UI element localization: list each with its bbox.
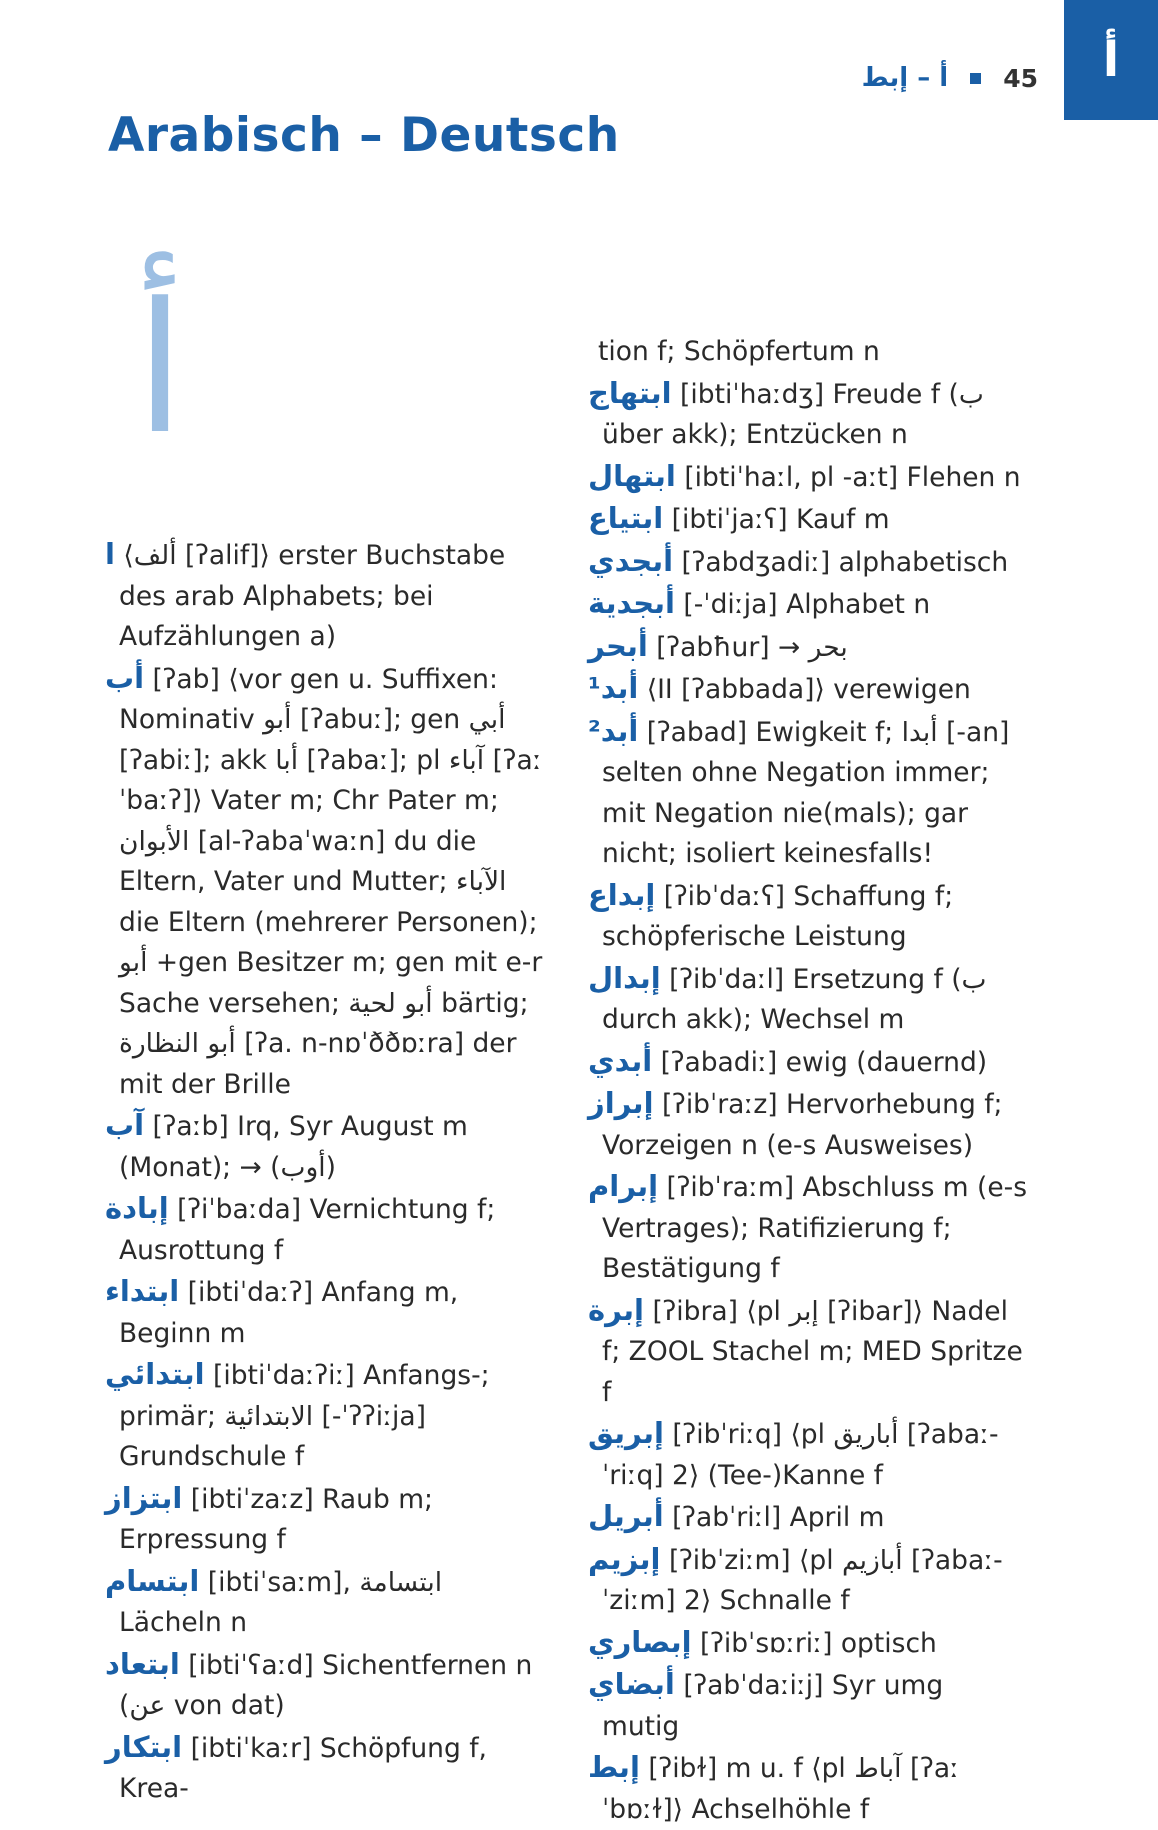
entry-headword: إبرام [588, 1169, 659, 1203]
entry-text: [ʔibˈziːm] ⟨pl أبازيم [ʔabaː-ˈziːm] 2⟩ Schnalle f [602, 1544, 1003, 1616]
entry-text: [ʔaːb] Irq, Syr August m (Monat); → (أوب) [119, 1111, 468, 1183]
entry-headword: أبحر [588, 628, 648, 663]
dictionary-entry [588, 1083, 1028, 1166]
entry-text: [ibtiˈjaːʕ] Kauf m [671, 504, 890, 535]
dictionary-entry [105, 1188, 550, 1271]
right-column [588, 332, 1028, 1830]
entry-headword: ¹أبد [588, 671, 639, 705]
tab-letter: أ [1102, 32, 1120, 88]
dictionary-entry [588, 456, 1028, 499]
entry-text: [ʔabˈriːl] April m [672, 1502, 885, 1533]
page-number: 45 [1003, 63, 1038, 93]
dictionary-entry [588, 626, 1028, 669]
entry-text: ⟨II [ʔabbada]⟩ verewigen [646, 674, 971, 705]
section-tab [1064, 0, 1158, 120]
page-title: Arabisch – Deutsch [108, 108, 620, 163]
dictionary-entry [588, 373, 1028, 456]
entry-text: [ʔabadiː] ewig (dauernd) [660, 1046, 988, 1078]
dictionary-entry [588, 711, 1028, 875]
entry-headword: أبجدي [588, 543, 674, 578]
entry-text: [ibtiˈhaːdʒ] Freude f (ب über akk); Entzücken n [602, 378, 984, 450]
dictionary-entry [105, 534, 550, 658]
entry-headword: ا [105, 537, 115, 571]
entry-text: [ibtiˈkaːr] Schöpfung f, Krea- [119, 1732, 487, 1804]
dictionary-entry [588, 1166, 1028, 1290]
entry-text: [-ˈdiːja] Alphabet n [683, 589, 931, 620]
entry-headword: أبدي [588, 1043, 653, 1078]
entry-headword: ابتسام [105, 1563, 200, 1598]
dictionary-entry [588, 1413, 1028, 1496]
dictionary-entry [105, 1105, 550, 1188]
entry-text: [ʔibˈriːq] ⟨pl أباريق [ʔabaː-ˈriːq] 2⟩ (Tee-)Kanne f [602, 1419, 999, 1491]
dictionary-entry [588, 875, 1028, 958]
entry-text: ⟨ألف [ʔalif]⟩ erster Buchstabe des arab Alphabets; bei Aufzählungen a) [119, 540, 506, 652]
entry-headword: ابتدائي [105, 1357, 205, 1391]
entry-text: [ʔibˈdaːl] Ersetzung f (ب durch akk); Wechsel m [602, 963, 987, 1035]
entry-text: [ibtiˈʕaːd] Sichentfernen n (عن von dat) [119, 1649, 533, 1721]
dictionary-entry [588, 498, 1028, 541]
dictionary-entry [588, 1747, 1028, 1830]
entry-headword: إبادة [105, 1191, 169, 1225]
entry-headword: ابتهال [588, 458, 676, 493]
dictionary-entry [588, 1664, 1028, 1747]
entry-text: [ibtiˈdaːʔ] Anfang m, Beginn m [119, 1277, 459, 1349]
entry-headword: ابتياع [588, 501, 664, 535]
dictionary-entry [105, 1644, 550, 1727]
entry-headword: إبصاري [588, 1624, 692, 1659]
entry-headword: ابتهاج [588, 375, 672, 410]
dictionary-entry [105, 1727, 550, 1810]
entry-headword: أبريل [588, 1499, 664, 1533]
entry-text: [ibtiˈhaːl, pl -aːt] Flehen n [684, 461, 1021, 493]
entry-headword: ابتداء [105, 1274, 180, 1308]
entry-headword: ابتكار [105, 1729, 183, 1764]
entry-text: [ʔabad] Ewigkeit f; أبدا [-an] selten ohne Negation immer; mit Negation nie(mals); gar nicht; isoliert keinesfalls! [602, 716, 1010, 869]
entry-text: [ʔabħur] → بحر [656, 631, 848, 663]
entry-headword: ابتعاد [105, 1646, 180, 1681]
entry-text: [ʔibˈsɒːriː] optisch [700, 1627, 937, 1659]
dictionary-entry [105, 1478, 550, 1561]
entry-headword: إبزيم [588, 1541, 661, 1576]
entry-headword: إبرة [588, 1292, 644, 1327]
entry-headword: ابتزاز [105, 1480, 183, 1515]
entry-text: [ʔibɫ] m u. f ⟨pl آباط [ʔaːˈbɒːɫ]⟩ Achselhöhle f [602, 1753, 959, 1825]
left-column [105, 534, 550, 1810]
entry-text: [ʔabdʒadiː] alphabetisch [681, 546, 1009, 578]
entry-text: [ʔabˈdaːiːj] Syr umg mutig [602, 1670, 944, 1742]
dictionary-entry [588, 1622, 1028, 1665]
entry-headword: إبريق [588, 1416, 664, 1450]
dictionary-entry [588, 1539, 1028, 1622]
dictionary-entry [105, 1561, 550, 1644]
square-bullet-icon [970, 73, 981, 84]
section-letter: أ [134, 265, 185, 474]
entry-headword: إبدال [588, 960, 661, 995]
entry-text: [ʔibˈdaːʕ] Schaffung f; schöpferische Leistung [602, 880, 954, 952]
entry-headword: أبجدية [588, 586, 675, 620]
entry-text: [ibtiˈsaːm], ابتسامة Lächeln n [119, 1566, 443, 1638]
entry-headword: إبراز [588, 1086, 654, 1120]
entry-text: [ʔibra] ⟨pl إبر [ʔibar]⟩ Nadel f; ZOOL Stachel m; MED Spritze f [602, 1295, 1023, 1408]
entry-text: [ʔibˈraːm] Abschluss m (e-s Vertrages); Ratifizierung f; Bestätigung f [602, 1172, 1028, 1284]
dictionary-entry [105, 1354, 550, 1478]
entry-text: [ibtiˈdaːʔiː] Anfangs-; primär; الابتدائية [-ˈʔʔiːja] Grundschule f [119, 1360, 490, 1472]
dictionary-entry [588, 1290, 1028, 1414]
guide-words: أ – إبط [861, 63, 949, 93]
dictionary-entry [105, 658, 550, 1106]
entry-text: tion f; Schöpfertum n [598, 336, 880, 367]
entry-headword: أبضاي [588, 1667, 675, 1701]
entry-headword: ²أبد [588, 713, 639, 748]
entry-headword: إبداع [588, 877, 656, 912]
entry-text: [ʔiˈbaːda] Vernichtung f; Ausrottung f [119, 1194, 496, 1266]
dictionary-entry-continuation [588, 332, 1028, 373]
entry-headword: أب [105, 660, 145, 695]
dictionary-entry [588, 958, 1028, 1041]
entry-text: [ʔab] ⟨vor gen u. Suffixen: Nominativ أبو [ʔabuː]; gen أبي [ʔabiː]; akk أبا [ʔabaː]; pl آباء [ʔaːˈbaːʔ]⟩ Vater m; Chr Pater m; الأبوان [al-ʔabaˈwaːn] du die Eltern, Vater und Mutter; الآباء die Eltern (mehrerer Personen); أبو +gen Besitzer m; gen mit e-r Sache versehen; أبو لحية bärtig; أبو النظارة [ʔa. n-nɒˈððɒːra] der mit der Brille [119, 663, 543, 1100]
entry-text: [ʔibˈraːz] Hervorhebung f; Vorzeigen n (e-s Ausweises) [602, 1089, 1003, 1161]
dictionary-entry [588, 668, 1028, 711]
running-header [862, 60, 1038, 96]
dictionary-entry [105, 1271, 550, 1354]
dictionary-entry [588, 583, 1028, 626]
entry-text: [ibtiˈzaːz] Raub m; Erpressung f [119, 1483, 433, 1555]
dictionary-entry [588, 1041, 1028, 1084]
dictionary-entry [588, 1496, 1028, 1539]
dictionary-entry [588, 541, 1028, 584]
entry-headword: آب [105, 1108, 145, 1142]
entry-headword: إبط [588, 1750, 640, 1784]
